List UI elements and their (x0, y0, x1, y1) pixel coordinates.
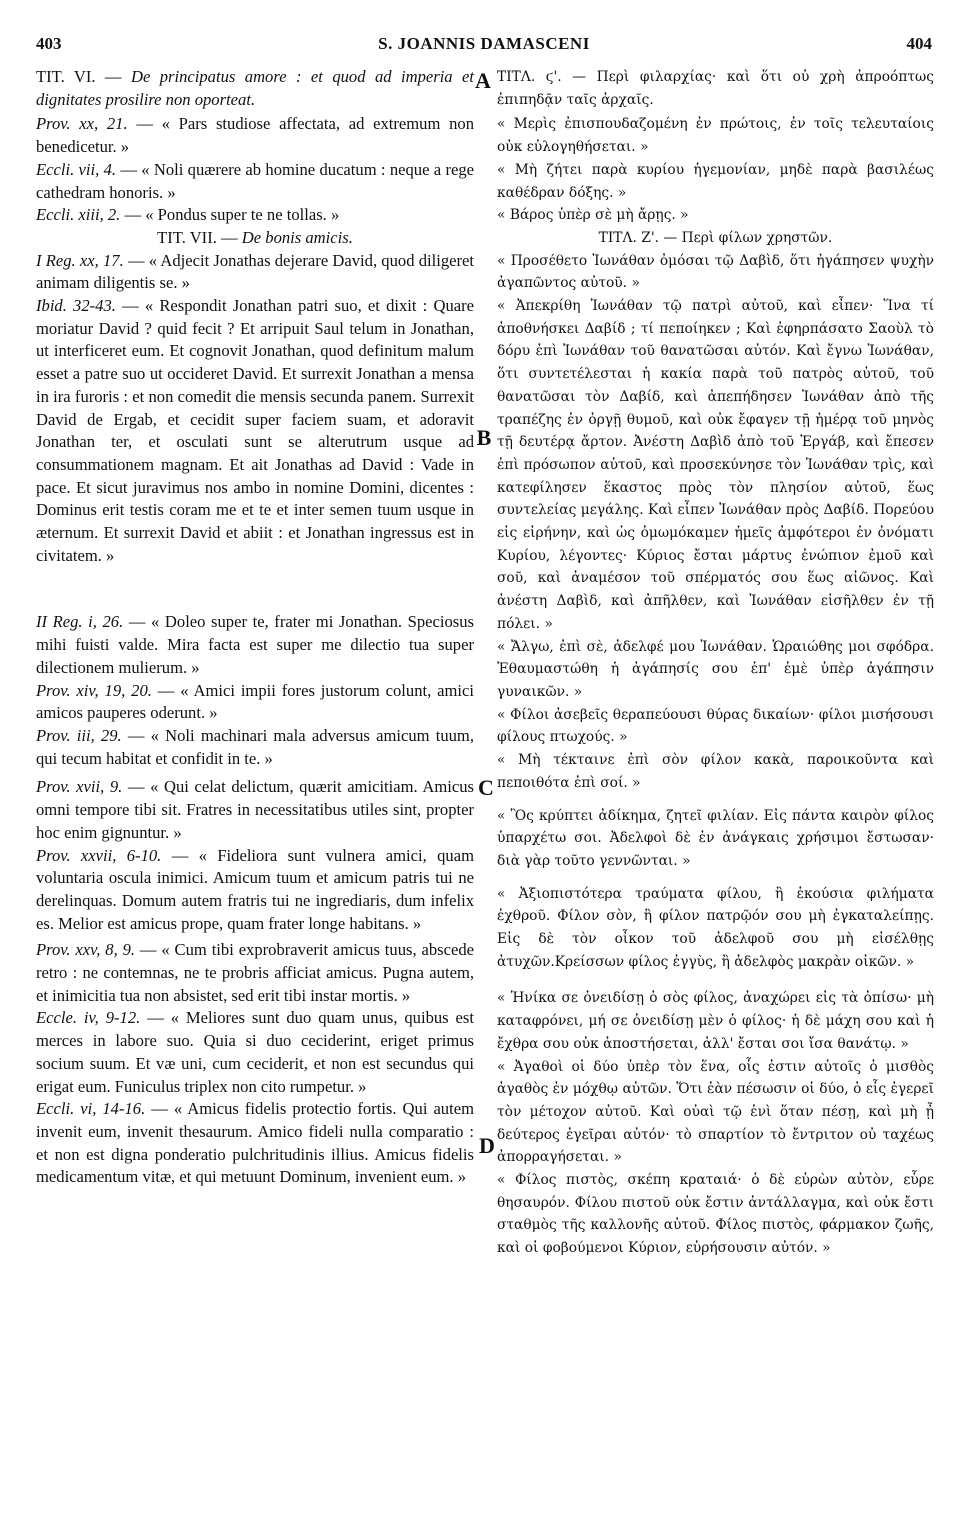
passage-reference: Prov. xvii, 9. (36, 777, 123, 797)
greek-passage-6: « Ἄλγω, ἐπὶ σὲ, ἀδελφέ μου Ἰωνάθαν. Ὡραιώθης μοι σφόδρα. Ἐθαυμαστώθη ἡ ἀγάπησίς σου ἐπ' ἐμὲ ὑπὲρ ἀγάπησιν γυναικῶν. » (497, 638, 934, 700)
passage-reference: Prov. xxvii, 6-10. (36, 845, 162, 865)
passage-text: — « Fideliora sunt vulnera amici, quam voluntaria oscula inimici. Amicum tuum et amicum patris tui ne derelinquas. Domum autem fratris tui ne ingrediaris, dum infelix es. Melior est amicus prope, quam frater longe habitans. » (36, 845, 474, 933)
passage-text: — « Qui celat delictum, quærit amicitiam. Amicus omni tempore tibi sit. Fratres in necessitatibus utiles sint, propter hoc enim gignuntur. » (36, 777, 474, 842)
page-title: S. JOANNIS DAMASCENI (378, 34, 590, 53)
greek-passage-7: « Φίλοι ἀσεβεῖς θεραπεύουσι θύρας δικαίων· φίλοι μισήσουσι φίλους πτωχούς. » (497, 706, 934, 746)
latin-passage-3 (36, 204, 474, 227)
passage-reference: I Reg. xx, 17. (36, 250, 124, 270)
page-number-left: 403 (36, 34, 62, 53)
passage-reference: Prov. xxv, 8, 9. (36, 940, 136, 960)
latin-passage-10 (36, 845, 474, 936)
greek-passage-9: « Ὃς κρύπτει ἀδίκημα, ζητεῖ φιλίαν. Εἰς πάντα καιρὸν φίλος ὑπαρχέτω σοι. Ἀδελφοὶ δὲ ἐν ἀνάγκαις χρήσιμοι ἔστωσαν· διὰ γὰρ τοῦτο γεννῶνται. » (497, 807, 934, 869)
greek-title-7: ΤΙΤΛ. Ζ'. — Περὶ φίλων χρηστῶν. (598, 229, 833, 246)
column-marker-c: C (478, 775, 494, 800)
greek-passage-2: « Μὴ ζήτει παρὰ κυρίου ἡγεμονίαν, μηδὲ παρὰ βασιλέως καθέδραν δόξης. » (497, 161, 934, 201)
greek-passage-13: « Φίλος πιστὸς, σκέπη κραταιά· ὁ δὲ εὑρὼν αὐτὸν, εὗρε θησαυρόν. Φίλου πιστοῦ οὐκ ἔστιν ἀντάλλαγμα, καὶ οὐκ ἔστι σταθμὸς τῆς καλλονῆς αὐτοῦ. Φίλος πιστὸς, φάρμακον ζωῆς, καὶ οἱ φοβούμενοι Κύριον, εὑρήσουσιν αὐτόν. » (497, 1172, 934, 1257)
latin-passage-4 (36, 250, 474, 295)
title-vi (36, 66, 474, 111)
passage-text: — « Noli machinari mala adversus amicum tuum, qui tecum habitat et confidit in te. » (36, 725, 474, 768)
passage-text: — « Pondus super te ne tollas. » (120, 205, 340, 225)
greek-passage-4: « Προσέθετο Ἰωνάθαν ὀμόσαι τῷ Δαβὶδ, ὅτι ἠγάπησεν ψυχὴν ἀγαπῶντος αὐτοῦ. » (497, 252, 934, 292)
passage-reference: Eccle. iv, 9-12. (36, 1008, 141, 1028)
latin-passage-2 (36, 159, 474, 204)
passage-reference: Eccli. xiii, 2. (36, 205, 121, 225)
passage-reference: II Reg. i, 26. (36, 612, 124, 632)
passage-reference: Eccli. vii, 4. (36, 159, 117, 179)
latin-passage-13 (36, 1098, 474, 1189)
passage-reference: Prov. xx, 21. (36, 114, 128, 134)
title-vii-text: De bonis amicis. (241, 227, 353, 247)
page-number-right: 404 (906, 34, 932, 53)
latin-passage-11 (36, 939, 474, 1007)
latin-passage-9 (36, 776, 474, 844)
passage-text: — « Amici impii fores justorum colunt, amici amicos pauperes oderunt. » (36, 680, 474, 723)
passage-text: — « Respondit Jonathan patri suo, et dixit : Quare moriatur David ? quid fecit ? Et arripuit Saul telum in Jonathan, ut interficeret eum. Et cognovit Jonathan, quod definitum malum esset a patre suo ut occideret David. Et surrexit Jonathan a mensa in ira furoris : et non comedit die mensis secunda panem. Surrexit David de Ergab, et cecidit super faciem suam, et adoravit Jonathan ter, et osculati sunt se alterutrum usque ad consummationem magnam. Et ait Jonathas ad David : Vade in pace. Et sicut juravimus nos ambo in nomine Domini, dicentes : Dominus erit testis coram me et te et inter semen tuum usque in æternum. Et surrexit David et abiit : et Jonathan ingressus est in civitatem. » (36, 296, 474, 565)
passage-text: — « Adjecit Jonathas dejerare David, quod diligeret animam diligentis se. » (36, 250, 474, 293)
greek-column (497, 66, 934, 1260)
greek-passage-1: « Μερὶς ἐπισπουδαζομένη ἐν πρώτοις, ἐν τοῖς τελευταίοις οὐκ εὐλογηθήσεται. » (497, 116, 934, 156)
latin-passage-5 (36, 295, 474, 567)
passage-text: — « Meliores sunt duo quam unus, quibus est merces in labore suo. Quia si duo ceciderint, eriget primus socium suum. Et væ uni, cum ceciderit, et non est secundus qui erigat eum. Funiculus triplex non cito rumpetur. » (36, 1008, 474, 1096)
latin-passage-6 (36, 611, 474, 679)
title-vi-label: TIT. VI. — (36, 67, 122, 86)
title-vii-label: TIT. VII. — (157, 227, 238, 247)
passage-text: — « Cum tibi exprobraverit amicus tuus, abscede retro : ne contemnas, ne te probris afficiat amicus. Pugna autem, et inimicitia tua non absistet, sed erit tibi instar mortis. » (36, 940, 474, 1005)
latin-column (36, 66, 474, 1189)
passage-reference: Ibid. 32-43. (36, 296, 116, 316)
latin-passage-7 (36, 680, 474, 725)
greek-passage-5: « Ἀπεκρίθη Ἰωνάθαν τῷ πατρὶ αὐτοῦ, καὶ εἶπεν· Ἵνα τί ἀποθνήσκει Δαβίδ ; τί πεποίηκεν ; Καὶ ἐφηρπάσατο Σαοὺλ τὸ δόρυ ἐπὶ Ἰωνάθαν τοῦ θανατῶσαι αὐτόν. Καὶ ἔγνω Ἰωνάθαν, ὅτι συντετέλεσται ἡ κακία παρὰ τοῦ πατρὸς αὐτοῦ, τοῦ θανατῶσαι τὸν Δαβίδ, καὶ ἀπεπήδησεν Ἰωνάθαν ἀπὸ τῆς τραπέζης ἐν ὀργῇ θυμοῦ, καὶ οὐκ ἔφαγεν τῇ ἡμέρᾳ τοῦ μηνὸς τῇ δευτέρᾳ ἄρτον. Ἀνέστη Δαβὶδ ἀπὸ τοῦ Ἐργάβ, καὶ ἔπεσεν ἐπὶ πρόσωπον αὐτοῦ, καὶ προσεκύνησε τὸν Ἰωνάθαν τρὶς, καὶ κατεφίλησεν ἕκαστος πρὸς τὸν πλησίον αὐτοῦ, ἕως συντελείας μεγάλης. Καὶ εἶπεν Ἰωνάθαν πρὸς Δαβίδ. Πορεύου εἰς εἰρήνην, καὶ ὡς ὀμωμόκαμεν ἡμεῖς ἀμφότεροι ἐν ὀνόματι Κυρίου, λέγοντες· Κύριος ἔσται μάρτυς ἐνώπιον ἐμοῦ καὶ σοῦ, καὶ ἀναμέσον τοῦ σπέρματός σου ἕως αἰῶνος. Καὶ ἀνέστη Δαβὶδ, καὶ ἀπῆλθεν, καὶ Ἰωνάθαν εἰσῆλθεν ἐν τῇ πόλει. » (497, 298, 934, 632)
greek-passage-3: « Βάρος ὑπὲρ σὲ μὴ ἄρῃς. » (497, 207, 689, 224)
title-vii (36, 227, 474, 250)
title-vi-text: De principatus amore : et quod ad imperia et dignitates prosilire non oporteat. (36, 67, 475, 109)
column-marker-b: B (476, 425, 492, 450)
passage-text: — « Pars studiose affectata, ad extremum non benedicetur. » (36, 114, 474, 157)
running-header (36, 34, 932, 56)
passage-text: — « Amicus fidelis protectio fortis. Qui autem invenit eum, invenit thesaurum. Amico fideli nulla comparatio : et non est digna ponderatio pulchritudinis illius. Amicus fidelis medicamentum vitæ, et qui metuunt Dominum, invenient eum. » (36, 1099, 474, 1187)
greek-passage-10: « Ἀξιοπιστότερα τραύματα φίλου, ἢ ἑκούσια φιλήματα ἐχθροῦ. Φίλον σὸν, ἢ φίλον πατρῷόν σου μὴ ἐγκαταλείπῃς. Εἰς δὲ τὸν οἶκον τοῦ ἀδελφοῦ σου μὴ εἰσέλθῃς ἀτυχῶν.Κρείσσων φίλος ἐγγὺς, ἢ ἀδελφὸς μακρὰν οἰκῶν. » (497, 885, 934, 970)
latin-passage-8 (36, 725, 474, 770)
latin-passage-1 (36, 113, 474, 158)
greek-passage-12: « Ἀγαθοὶ οἱ δύο ὑπὲρ τὸν ἕνα, οἷς ἐστιν αὐτοῖς ὁ μισθὸς ἀγαθὸς ἐν μόχθῳ αὐτῶν. Ὅτι ἐὰν πέσωσιν οἱ δύο, ὁ εἷς ἐγερεῖ τὸν μέτοχον αὐτοῦ. Καὶ οὐαὶ τῷ ἑνὶ ὅταν πέσῃ, καὶ μὴ ᾖ δεύτερος ἐγεῖραι αὐτόν· τὸ σπαρτίον τὸ ἔντριτον οὐ ταχέως ἀπορραγήσεται. » (497, 1058, 934, 1166)
column-marker-a: A (475, 68, 491, 93)
greek-passage-8: « Μὴ τέκταινε ἐπὶ σὸν φίλον κακὰ, παροικοῦντα καὶ πεποιθότα ἐπὶ σοί. » (497, 752, 934, 791)
passage-text: — « Doleo super te, frater mi Jonathan. Speciosus mihi fuisti valde. Mira facta est super me dilectio tua super dilectionem mulierum. » (36, 612, 474, 677)
passage-reference: Eccli. vi, 14-16. (36, 1099, 146, 1119)
latin-passage-12 (36, 1007, 474, 1098)
column-marker-d: D (479, 1133, 495, 1158)
passage-text: — « Noli quærere ab homine ducatum : neque a rege cathedram honoris. » (36, 159, 474, 202)
greek-title-6: ΤΙΤΛ. ϛ'. — Περὶ φιλαρχίας· καὶ ὅτι οὐ χρὴ ἀπροόπτως ἐπιπηδᾷν ταῖς ἀρχαῖς. (497, 69, 934, 108)
passage-reference: Prov. iii, 29. (36, 725, 122, 745)
greek-passage-11: « Ἡνίκα σε ὀνειδίσῃ ὁ σὸς φίλος, ἀναχώρει εἰς τὰ ὀπίσω· μὴ καταφρόνει, μή σε ὀνειδίσῃ μὲν ὁ φίλος· ἡ δὲ μάχη σου καὶ ἡ ἔχθρα σου οὐκ ἀποστήσεται, ἀλλ' ἔσται σοι ἴσα θανάτῳ. » (497, 990, 934, 1052)
passage-reference: Prov. xiv, 19, 20. (36, 680, 152, 700)
